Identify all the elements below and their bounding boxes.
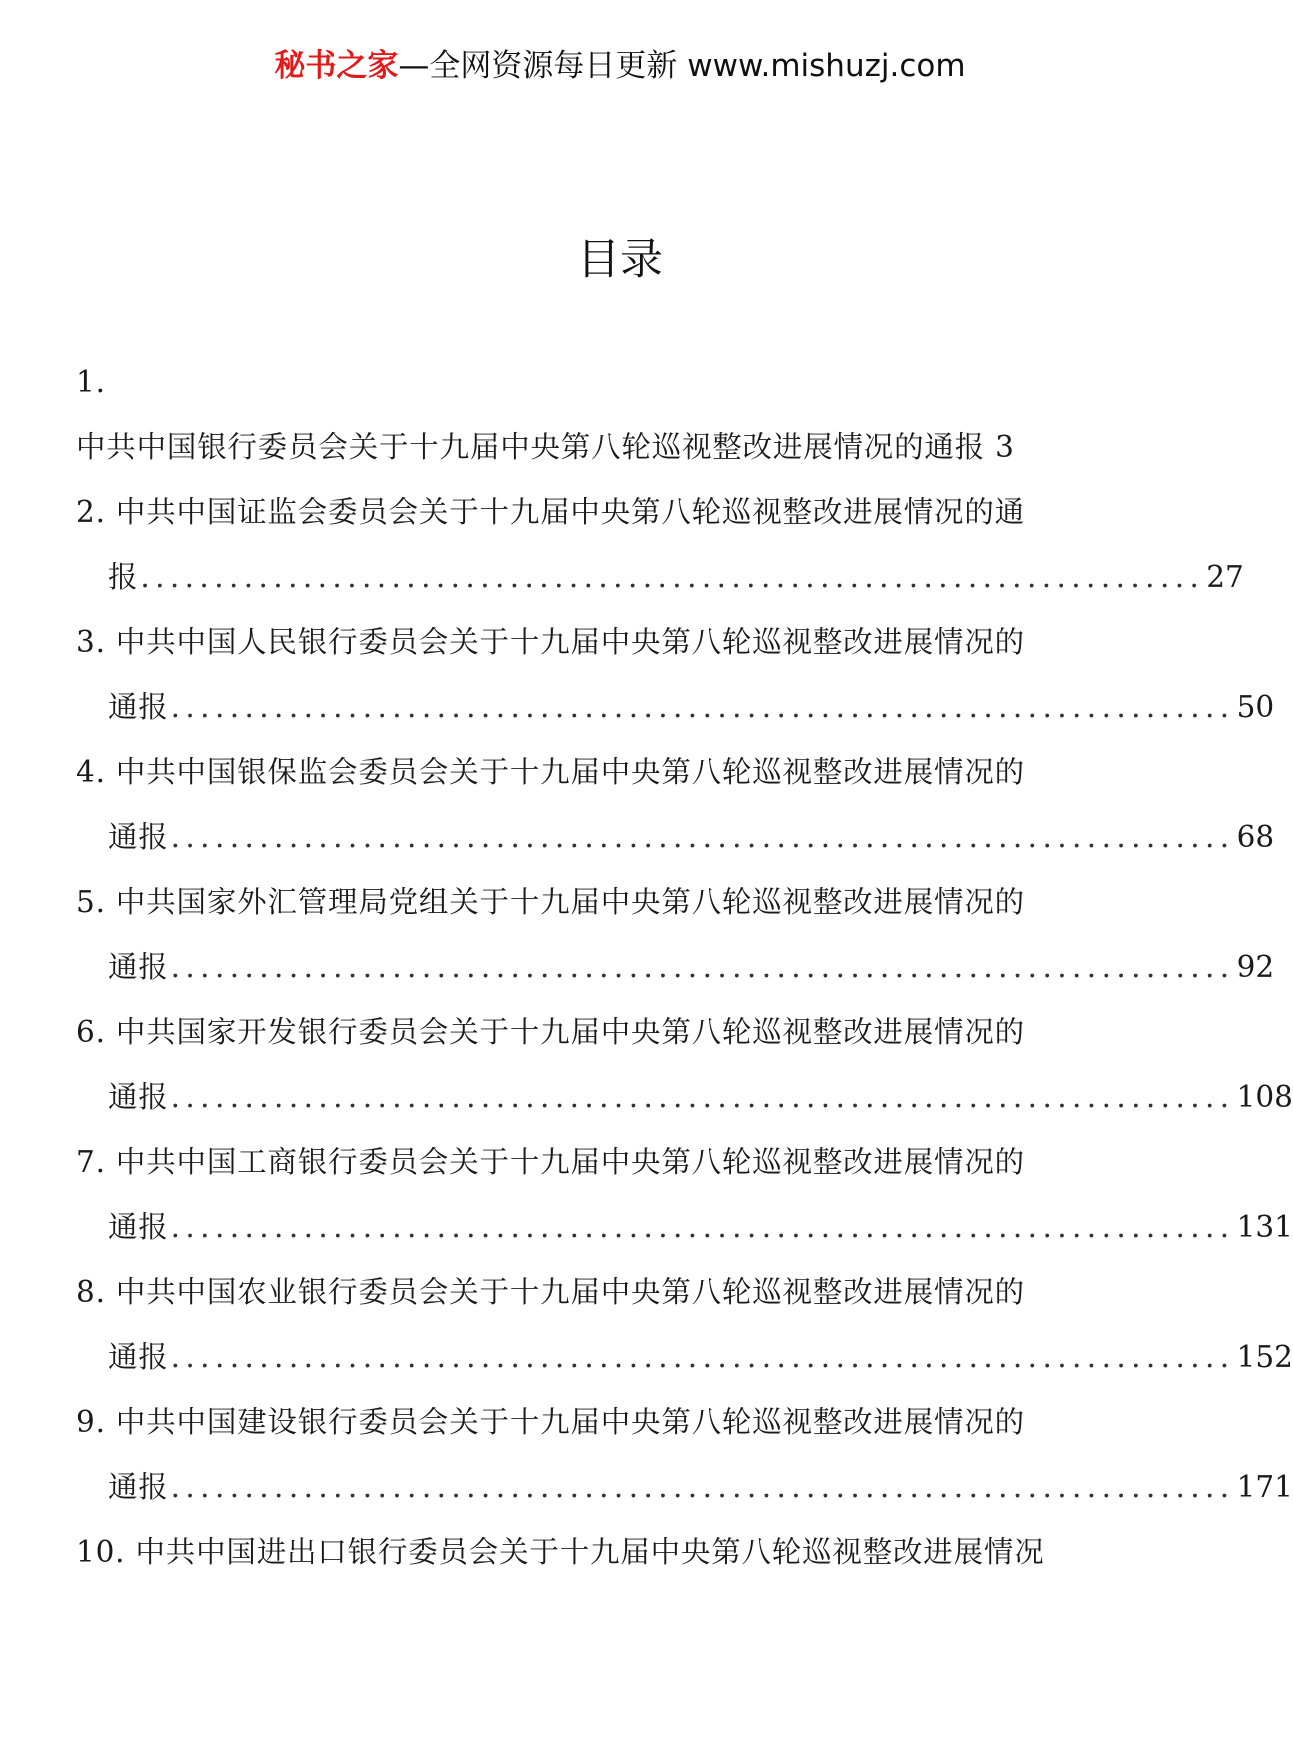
- leader-dots: ........................................................................: [170, 950, 1235, 984]
- toc-entry-10: 10. 中共中国进出口银行委员会关于十九届中央第八轮巡视整改进展情况: [76, 1535, 1045, 1569]
- toc-entry-6-leader: [76, 1065, 1293, 1130]
- toc-entry-text: 报: [108, 560, 139, 594]
- toc-entry-7: 7. 中共中国工商银行委员会关于十九届中央第八轮巡视整改进展情况的: [76, 1145, 1025, 1179]
- toc-entry-text: 通报: [108, 1470, 169, 1504]
- toc-entry-5-leader: [76, 935, 1275, 1000]
- page-number: 152: [1236, 1340, 1293, 1374]
- page-number: 131: [1236, 1210, 1293, 1244]
- page-number: 50: [1236, 690, 1275, 724]
- page-number: 92: [1236, 950, 1275, 984]
- toc-entry-text: 通报: [108, 1210, 169, 1244]
- toc-entry-7-leader: [76, 1195, 1293, 1260]
- toc-entry-8: 8. 中共中国农业银行委员会关于十九届中央第八轮巡视整改进展情况的: [76, 1275, 1025, 1309]
- leader-dots: ........................................................................: [140, 560, 1205, 594]
- toc-entry-1-number: 1.: [76, 365, 106, 399]
- toc-entry-9-leader: [76, 1455, 1293, 1520]
- toc-entry-text: 通报: [108, 690, 169, 724]
- toc-entry-9: 9. 中共中国建设银行委员会关于十九届中央第八轮巡视整改进展情况的: [76, 1405, 1025, 1439]
- page-number: 27: [1206, 560, 1244, 594]
- toc-entry-1: 中共中国银行委员会关于十九届中央第八轮巡视整改进展情况的通报 3: [76, 430, 1015, 464]
- toc-entry-4: 4. 中共中国银保监会委员会关于十九届中央第八轮巡视整改进展情况的: [76, 755, 1025, 789]
- toc-entry-text: 通报: [108, 820, 169, 854]
- site-header: [0, 46, 1240, 86]
- leader-dots: ........................................................................: [170, 1340, 1235, 1374]
- leader-dots: ........................................................................: [170, 1470, 1235, 1504]
- page-number: 108: [1236, 1080, 1293, 1114]
- table-of-contents: [76, 350, 1293, 1585]
- toc-entry-8-leader: [76, 1325, 1293, 1390]
- page-number: 171: [1236, 1470, 1293, 1504]
- toc-entry-text: 通报: [108, 1340, 169, 1374]
- toc-entry-text: 通报: [108, 1080, 169, 1114]
- leader-dots: ........................................................................: [170, 1210, 1235, 1244]
- leader-dots: ........................................................................: [170, 1080, 1235, 1114]
- toc-entry-6: 6. 中共国家开发银行委员会关于十九届中央第八轮巡视整改进展情况的: [76, 1015, 1025, 1049]
- leader-dots: ........................................................................: [170, 820, 1235, 854]
- toc-entry-4-leader: [76, 805, 1275, 870]
- toc-entry-2-leader: [76, 545, 1244, 610]
- site-tagline: —全网资源每日更新 www.mishuzj.com: [398, 48, 966, 84]
- toc-entry-5: 5. 中共国家外汇管理局党组关于十九届中央第八轮巡视整改进展情况的: [76, 885, 1025, 919]
- toc-entry-3-leader: [76, 675, 1275, 740]
- page-title: 目录: [577, 235, 663, 285]
- toc-entry-text: 通报: [108, 950, 169, 984]
- site-brand: 秘书之家: [274, 48, 399, 84]
- leader-dots: ........................................................................: [170, 690, 1235, 724]
- toc-entry-3: 3. 中共中国人民银行委员会关于十九届中央第八轮巡视整改进展情况的: [76, 625, 1025, 659]
- toc-entry-2: 2. 中共中国证监会委员会关于十九届中央第八轮巡视整改进展情况的通: [76, 495, 1025, 529]
- page-number: 68: [1236, 820, 1275, 854]
